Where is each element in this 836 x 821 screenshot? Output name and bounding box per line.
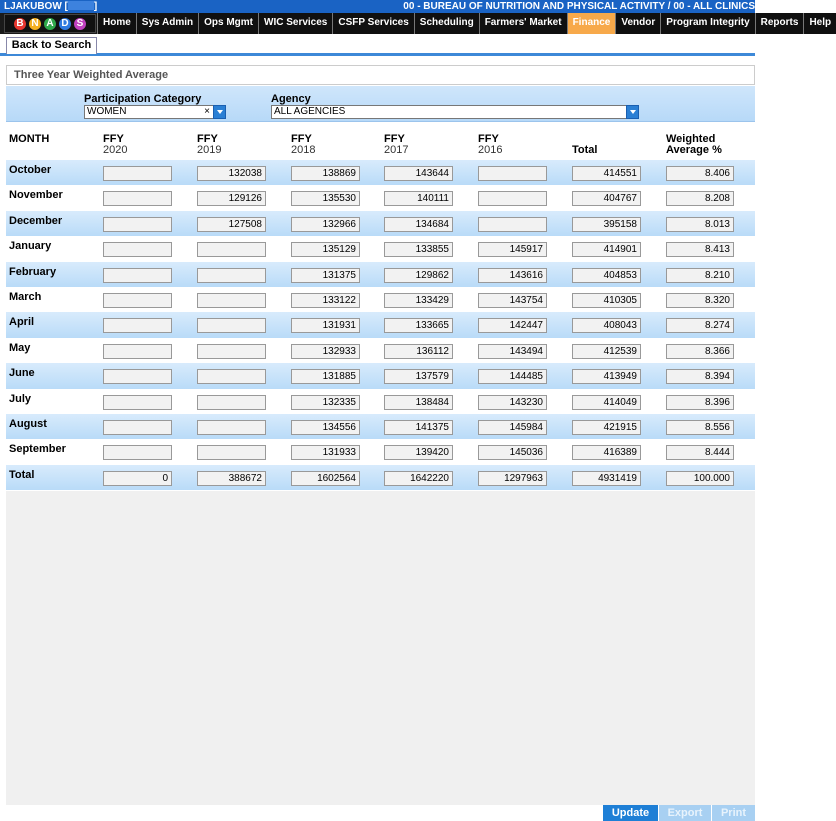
total-value: 413949 [572, 369, 641, 384]
weighted-average-value: 8.013 [666, 217, 734, 232]
weighted-average-value: 8.444 [666, 445, 734, 460]
ffy-2020-value [103, 191, 172, 206]
weighted-average-value: 8.208 [666, 191, 734, 206]
ffy-2019-value [197, 318, 266, 333]
nav-item-csfp-services[interactable]: CSFP Services [332, 13, 413, 34]
total-value: 414049 [572, 395, 641, 410]
ffy-2016-value: 143616 [478, 268, 547, 283]
month-label: June [9, 367, 35, 380]
clear-icon[interactable]: × [204, 106, 210, 117]
ffy-2017-header: FFY 2017 [384, 133, 409, 156]
agency-value: ALL AGENCIES [274, 106, 346, 117]
ffy-2016-value: 142447 [478, 318, 547, 333]
ffy-2016-value: 144485 [478, 369, 547, 384]
ffy-2019-value: 388672 [197, 471, 266, 486]
username: LJAKUBOW [ [4, 1, 68, 12]
ffy-2017-value: 133855 [384, 242, 453, 257]
ffy-2018-value: 131375 [291, 268, 360, 283]
logo-letter: N [29, 18, 41, 30]
month-label: April [9, 316, 35, 329]
table-row [6, 262, 755, 287]
top-status-bar [0, 0, 755, 13]
table-body [6, 160, 755, 490]
table-header [6, 126, 755, 160]
nav-item-vendor[interactable]: Vendor [615, 13, 660, 34]
update-button[interactable]: Update [603, 805, 658, 821]
page-title: Three Year Weighted Average [6, 65, 755, 85]
month-label: September [9, 443, 66, 456]
logo-letter: S [74, 18, 86, 30]
ffy-2017-value: 129862 [384, 268, 453, 283]
table-row [6, 211, 755, 236]
month-label: March [9, 290, 42, 303]
ffy-2017-value: 139420 [384, 445, 453, 460]
ffy-2018-value: 131931 [291, 318, 360, 333]
participation-category-dropdown-icon[interactable] [213, 105, 226, 119]
ffy-2020-value: 0 [103, 471, 172, 486]
participation-category-value: WOMEN [87, 106, 127, 117]
weighted-average-value: 8.406 [666, 166, 734, 181]
nav-item-program-integrity[interactable]: Program Integrity [660, 13, 754, 34]
username-close: ] [93, 1, 98, 12]
ffy-2019-header: FFY 2019 [197, 133, 222, 156]
ffy-2020-value [103, 217, 172, 232]
table-row [6, 338, 755, 363]
month-label: May [9, 341, 31, 354]
ffy-2019-value: 132038 [197, 166, 266, 181]
month-label: November [9, 189, 63, 202]
table-row [6, 160, 755, 185]
weighted-average-value: 8.413 [666, 242, 734, 257]
ffy-2016-value: 145036 [478, 445, 547, 460]
ffy-2020-value [103, 395, 172, 410]
ffy-2016-value: 145917 [478, 242, 547, 257]
month-column-header: MONTH [9, 133, 50, 145]
month-label: August [9, 417, 47, 430]
ffy-2016-value: 143754 [478, 293, 547, 308]
nav-item-wic-services[interactable]: WIC Services [258, 13, 332, 34]
total-value: 395158 [572, 217, 641, 232]
table-row [6, 363, 755, 388]
ffy-2018-value: 131885 [291, 369, 360, 384]
total-value: 416389 [572, 445, 641, 460]
ffy-2018-value: 135129 [291, 242, 360, 257]
nav-item-help[interactable]: Help [803, 13, 836, 34]
table-row [6, 465, 755, 490]
total-value: 421915 [572, 420, 641, 435]
total-value: 412539 [572, 344, 641, 359]
ffy-2018-header: FFY 2018 [291, 133, 316, 156]
ffy-2017-value: 134684 [384, 217, 453, 232]
ffy-2018-value: 132335 [291, 395, 360, 410]
nav-item-scheduling[interactable]: Scheduling [414, 13, 479, 34]
total-value: 410305 [572, 293, 641, 308]
ffy-2018-value: 132966 [291, 217, 360, 232]
ffy-2019-value [197, 293, 266, 308]
ffy-2019-value [197, 420, 266, 435]
table-row [6, 185, 755, 210]
ffy-2020-value [103, 445, 172, 460]
ffy-2018-value: 135530 [291, 191, 360, 206]
total-value: 414551 [572, 166, 641, 181]
weighted-average-value: 100.000 [666, 471, 734, 486]
logo-letter: D [59, 18, 71, 30]
agency-select[interactable] [271, 105, 627, 119]
month-label: October [9, 164, 52, 176]
table-row [6, 236, 755, 261]
ffy-2019-value [197, 242, 266, 257]
ffy-2018-value: 134556 [291, 420, 360, 435]
ffy-2017-value: 136112 [384, 344, 453, 359]
weighted-average-value: 8.366 [666, 344, 734, 359]
ffy-2016-value: 143494 [478, 344, 547, 359]
logo-letter: A [44, 18, 56, 30]
table-row [6, 389, 755, 414]
ffy-2020-value [103, 420, 172, 435]
nav-item-farmers-market[interactable]: Farmers' Market [479, 13, 567, 34]
ffy-2019-value [197, 395, 266, 410]
ffy-2018-value: 138869 [291, 166, 360, 181]
ffy-2020-value [103, 293, 172, 308]
sub-toolbar [0, 34, 755, 56]
ffy-2017-value: 140111 [384, 191, 453, 206]
nav-item-reports[interactable]: Reports [755, 13, 804, 34]
ffy-2016-value [478, 217, 547, 232]
total-value: 414901 [572, 242, 641, 257]
ffy-2017-value: 141375 [384, 420, 453, 435]
total-value: 408043 [572, 318, 641, 333]
main-nav-row [0, 13, 832, 34]
ffy-2019-value [197, 268, 266, 283]
ffy-2017-value: 137579 [384, 369, 453, 384]
ffy-2020-value [103, 344, 172, 359]
month-label: December [9, 214, 63, 227]
user-info [4, 0, 97, 13]
ffy-2019-value [197, 445, 266, 460]
ffy-2017-value: 138484 [384, 395, 453, 410]
month-label: July [9, 392, 32, 405]
back-to-search-button[interactable]: Back to Search [6, 37, 97, 54]
ffy-2020-value [103, 318, 172, 333]
ffy-2016-value [478, 166, 547, 181]
total-column-header: Total [572, 144, 598, 156]
ffy-2020-value [103, 166, 172, 181]
print-button[interactable]: Print [712, 805, 755, 821]
ffy-2018-value: 131933 [291, 445, 360, 460]
table-row [6, 414, 755, 439]
logo-letter: B [14, 18, 26, 30]
ffy-2020-value [103, 369, 172, 384]
weighted-average-value: 8.556 [666, 420, 734, 435]
table-row [6, 287, 755, 312]
main-menu [97, 13, 836, 34]
weighted-average-value: 8.320 [666, 293, 734, 308]
user-id-highlight [68, 1, 94, 10]
footer-toolbar [0, 805, 755, 821]
weighted-average-value: 8.394 [666, 369, 734, 384]
ffy-2018-value: 1602564 [291, 471, 360, 486]
ffy-2017-value: 143644 [384, 166, 453, 181]
ffy-2018-value: 132933 [291, 344, 360, 359]
weighted-average-value: 8.210 [666, 268, 734, 283]
table-row [6, 312, 755, 337]
weighted-average-value: 8.274 [666, 318, 734, 333]
ffy-2016-value [478, 191, 547, 206]
empty-content-area [6, 491, 755, 805]
ffy-2017-value: 1642220 [384, 471, 453, 486]
weighted-average-value: 8.396 [666, 395, 734, 410]
ffy-2020-value [103, 268, 172, 283]
export-button[interactable]: Export [659, 805, 711, 821]
table-row [6, 439, 755, 464]
ffy-2020-header: FFY 2020 [103, 133, 128, 156]
total-value: 4931419 [572, 471, 641, 486]
agency-dropdown-icon[interactable] [626, 105, 639, 119]
ffy-2019-value [197, 344, 266, 359]
ffy-2020-value [103, 242, 172, 257]
nav-item-sys-admin[interactable]: Sys Admin [136, 13, 198, 34]
nav-item-home[interactable]: Home [97, 13, 136, 34]
total-value: 404767 [572, 191, 641, 206]
ffy-2019-value: 127508 [197, 217, 266, 232]
ffy-2017-value: 133665 [384, 318, 453, 333]
month-label: January [9, 240, 52, 253]
participation-category-select[interactable] [84, 105, 214, 119]
participation-category-label: Participation Category [84, 93, 202, 105]
nav-item-finance[interactable]: Finance [567, 13, 616, 34]
agency-label: Agency [271, 93, 311, 105]
app-logo[interactable] [4, 14, 96, 33]
ffy-2016-value: 145984 [478, 420, 547, 435]
month-label: February [9, 265, 57, 278]
ffy-2019-value [197, 369, 266, 384]
total-value: 404853 [572, 268, 641, 283]
filter-panel [6, 86, 755, 122]
agency-clinic-label: 00 - BUREAU OF NUTRITION AND PHYSICAL ACTIVITY / 00 - ALL CLINICS [403, 1, 755, 12]
ffy-2019-value: 129126 [197, 191, 266, 206]
ffy-2016-value: 1297963 [478, 471, 547, 486]
weighted-average-header: Weighted Average % [666, 133, 722, 156]
ffy-2016-value: 143230 [478, 395, 547, 410]
ffy-2016-header: FFY 2016 [478, 133, 503, 156]
month-label: Total [9, 468, 35, 481]
ffy-2018-value: 133122 [291, 293, 360, 308]
ffy-2017-value: 133429 [384, 293, 453, 308]
nav-item-ops-mgmt[interactable]: Ops Mgmt [198, 13, 258, 34]
